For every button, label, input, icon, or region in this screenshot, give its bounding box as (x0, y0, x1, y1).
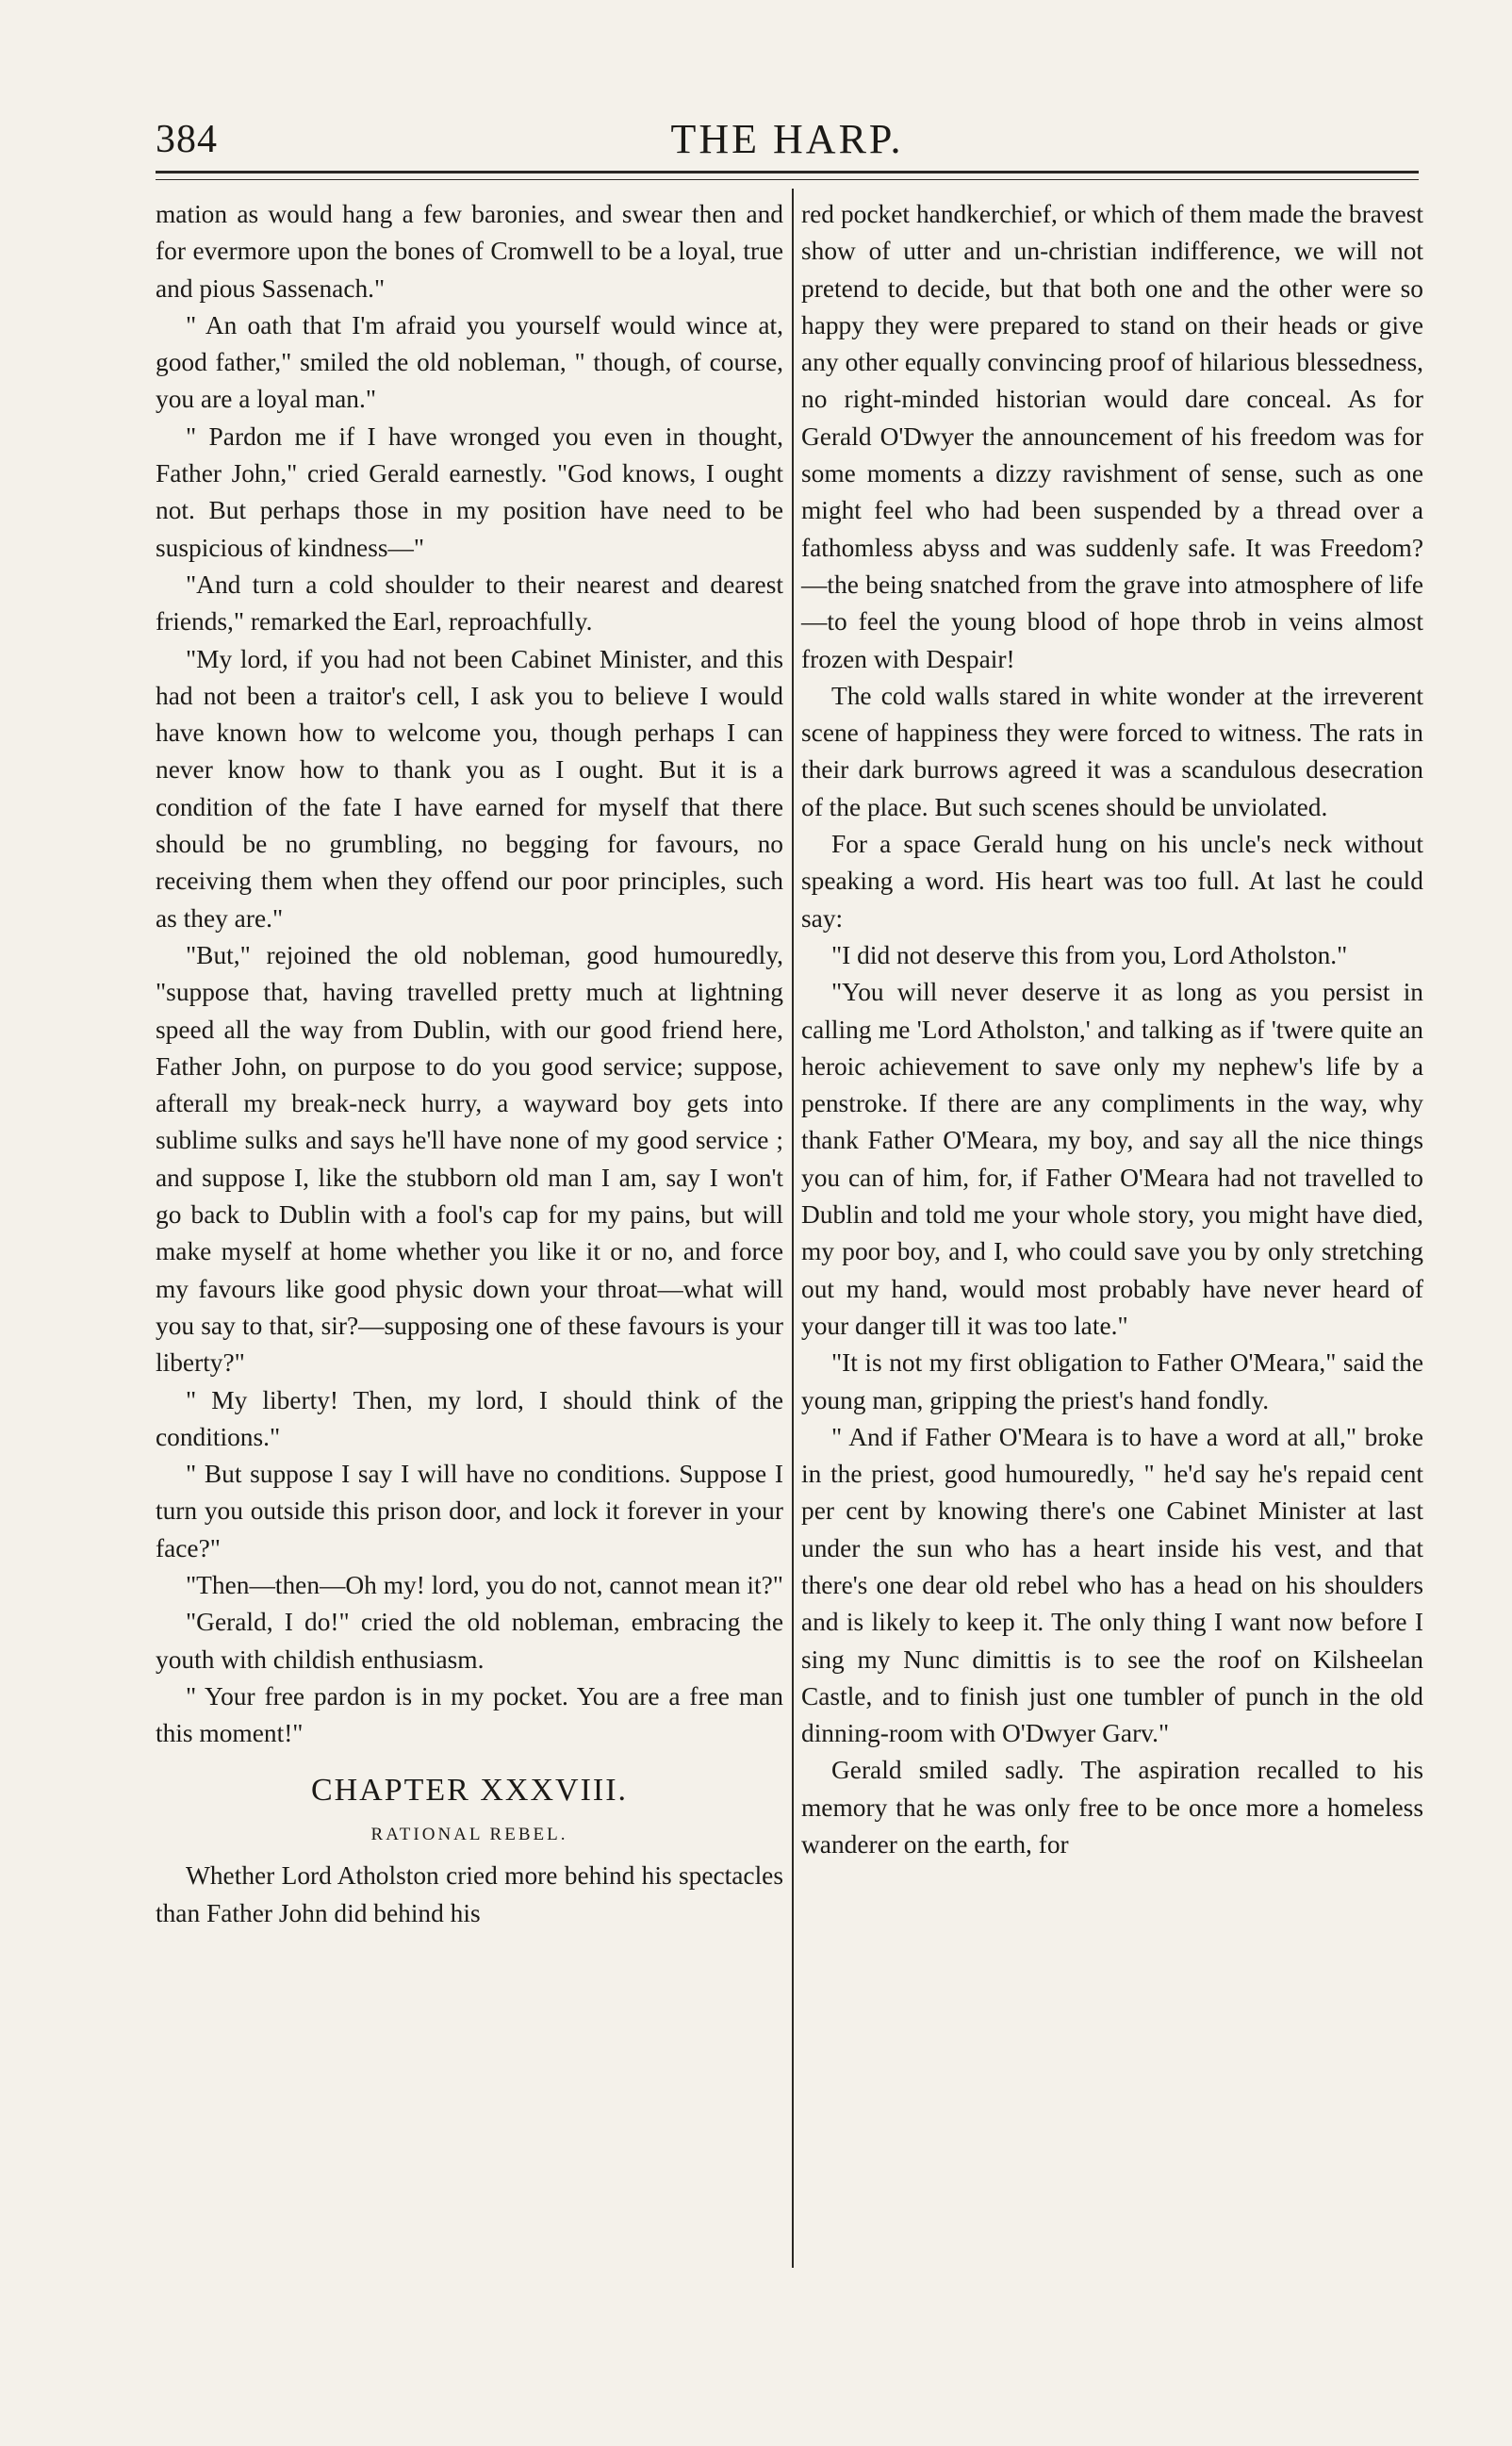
paragraph: red pocket handkerchief, or which of them made the bravest show of utter and un-christian indifference, we will not pretend to decide, but that both one and the other were so happy they were prepared to stand on their heads or give any other equally convincing proof of hilarious blessedness, no right-minded historian would dare conceal. As for Gerald O'Dwyer the announcement of his freedom was for some moments a dizzy ravishment of sense, such as one might feel who had been suspended by a thread over a fathomless abyss and was suddenly safe. It was Freedom?—the being snatched from the grave into atmosphere of life —to feel the young blood of hope throb in veins almost frozen with Despair! (801, 200, 1423, 673)
paragraph: " Pardon me if I have wronged you even in thought, Father John," cried Gerald earnestly. "God knows, I ought not. But perhaps those in my position have need to be suspicious of kindness—" (156, 421, 783, 562)
paragraph: mation as would hang a few baronies, and swear then and for evermore upon the bones of Cromwell to be a loyal, true and pious Sassenach." (156, 200, 783, 303)
paragraph: "My lord, if you had not been Cabinet Minister, and this had not been a traitor's cell, I ask you to believe I would have known how to welcome you, though perhaps I can never know how to thank you as I ought. But it is a condition of the fate I have earned for myself that there should be no grumbling, no begging for favours, no receiving them when they offend our poor principles, such as they are." (156, 644, 783, 933)
paragraph: "But," rejoined the old nobleman, good humouredly, "suppose that, having travelled pretty much at lightning speed all the way from Dublin, with our good friend here, Father John, on purpose to do you good service; suppose, afterall my break-neck hurry, a wayward boy gets into sublime sulks and says he'll have none of my good service ; and suppose I, like the stubborn old man I am, say I won't go back to Dublin with a fool's cap for my pains, but will make myself at home whether you like it or no, and force my favours like good physic down your throat—what will you say to that, sir?—supposing one of these favours is your liberty?" (156, 940, 783, 1378)
paragraph: "It is not my first obligation to Father O'Meara," said the young man, gripping the priest's hand fondly. (801, 1348, 1423, 1414)
paragraph: " Your free pardon is in my pocket. You are a free man this moment!" (156, 1681, 783, 1748)
left-column-paragraphs (156, 196, 783, 1752)
right-column-paragraphs (801, 196, 1423, 1863)
chapter-title: CHAPTER XXXVIII. (310, 1773, 629, 1809)
paragraph: " But suppose I say I will have no conditions. Suppose I turn you outside this prison door, and lock it forever in your face?" (156, 1460, 783, 1562)
paragraph: " An oath that I'm afraid you yourself would wince at, good father," smiled the old nobleman, " though, of course, you are a loyal man." (156, 310, 783, 414)
paragraph: "I did not deserve this from you, Lord Atholston." (831, 940, 1348, 969)
paragraph: "Gerald, I do!" cried the old nobleman, embracing the youth with childish enthusiasm. (156, 1608, 783, 1674)
paragraph: Whether Lord Atholston cried more behind his spectacles than Father John did behind his (156, 1861, 783, 1927)
right-column (801, 196, 1423, 1863)
paragraph: The cold walls stared in white wonder at the irreverent scene of happiness they were forced to witness. The rats in their dark burrows agreed it was a scandulous desecration of the place. But such scenes should be unviolated. (801, 681, 1423, 821)
header-rule (156, 171, 1419, 174)
paragraph: Gerald smiled sadly. The aspiration recalled to his memory that he was only free to be once more a homeless wanderer on the earth, for (801, 1756, 1423, 1859)
left-column (156, 196, 783, 1932)
paragraph: "And turn a cold shoulder to their nearest and dearest friends," remarked the Earl, reproachfully. (156, 570, 783, 636)
chapter-subtitle: RATIONAL REBEL. (370, 1825, 568, 1845)
paragraph: " My liberty! Then, my lord, I should think of the conditions." (156, 1385, 783, 1451)
paragraph: "Then—then—Oh my! lord, you do not, cannot mean it?" (186, 1570, 783, 1599)
left-column-continued (156, 1858, 783, 1932)
column-divider (792, 189, 794, 2268)
journal-title: THE HARP. (670, 116, 904, 162)
page-header (156, 111, 1419, 168)
header-rule-thin (156, 179, 1419, 180)
paragraph: For a space Gerald hung on his uncle's neck without speaking a word. His heart was too full. At last he could say: (801, 830, 1423, 933)
paragraph: " And if Father O'Meara is to have a word at all," broke in the priest, good humouredly, " he'd say he's repaid cent per cent by knowing there's one Cabinet Minister at last under the sun who has a heart inside his vest, and that there's one dear old rebel who has a head on his shoulders and is likely to keep it. The only thing I want now before I sing my Nunc dimittis is to see the roof on Kilsheelan Castle, and to finish just one tumbler of punch in the old dinning-room with O'Dwyer Garv." (801, 1422, 1423, 1748)
page-number: 384 (156, 118, 218, 161)
paragraph: "You will never deserve it as long as you persist in calling me 'Lord Atholston,' and talking as if 'twere quite an heroic achievement to save only my nephew's life by a penstroke. If there are any compliments in the way, why thank Father O'Meara, my boy, and say all the nice things you can of him, for, if Father O'Meara had not travelled to Dublin and told me your whole story, you might have died, my poor boy, and I, who could save you by only stretching out my hand, would most probably have never heard of your danger till it was too late." (801, 978, 1423, 1340)
